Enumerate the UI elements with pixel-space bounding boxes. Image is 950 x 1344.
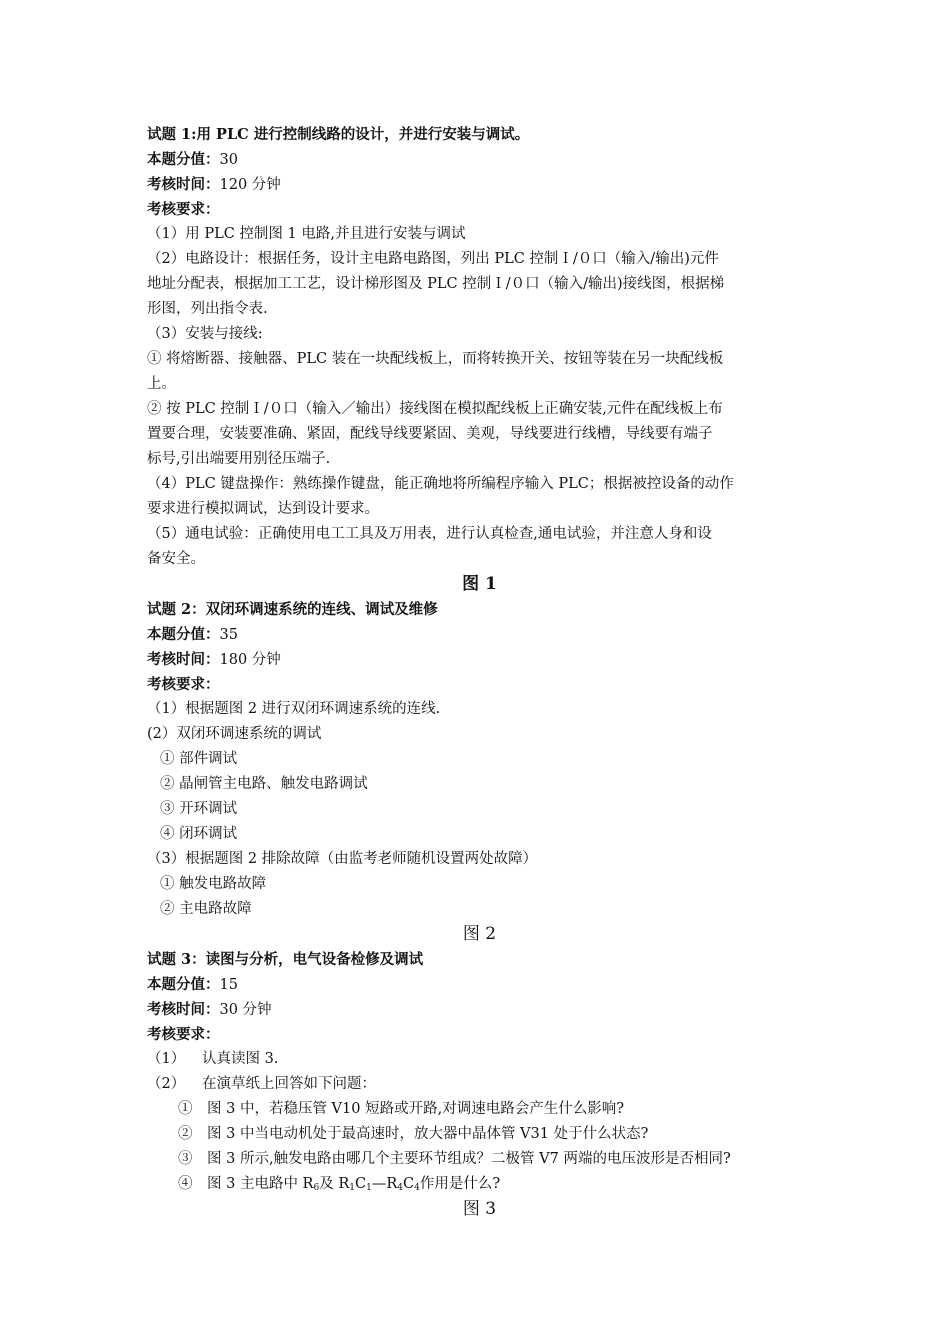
q2-subitem: ① 触发电路故障 <box>160 876 267 892</box>
q2-subitem: ④ 闭环调试 <box>160 826 238 842</box>
q1-item: （3）安装与接线: <box>147 326 263 342</box>
q1-item: ① 将熔断器、接触器、PLC 装在一块配线板上，而将转换开关、按钮等装在另一块配线板 <box>147 351 724 367</box>
q2-subitem: ① 部件调试 <box>160 751 238 767</box>
q1-item: 地址分配表，根据加工工艺，设计梯形图及 PLC 控制Ｉ/０口（输入/输出)接线图，根据梯 <box>147 276 725 292</box>
q1-item: 置要合理，安装要准确、紧固，配线导线要紧固、美观，导线要进行线槽，导线要有端子 <box>147 426 713 442</box>
q3-subitem: ② 图 3 中当电动机处于最高速时，放大器中晶体管 V31 处于什么状态? <box>178 1126 649 1142</box>
q1-item: 标号,引出端要用别径压端子. <box>147 451 331 467</box>
q1-time: 考核时间：120 分钟 <box>147 176 281 193</box>
q3-subitem: ③ 图 3 所示,触发电路由哪几个主要环节组成？二极管 V7 两端的电压波形是否相同? <box>178 1151 731 1167</box>
q2-subitem: ② 晶闸管主电路、触发电路调试 <box>160 776 368 792</box>
figure-1-caption: 图 1 <box>462 574 497 594</box>
q1-item: 形图，列出指令表. <box>147 301 268 317</box>
q2-time: 考核时间：180 分钟 <box>147 651 281 668</box>
q3-subitem: ① 图 3 中，若稳压管 V10 短路或开路,对调速电路会产生什么影响? <box>178 1101 624 1117</box>
q3-title: 试题 3：读图与分析，电气设备检修及调试 <box>147 951 424 968</box>
q3-item-1: （1） 认真读图 3. <box>147 1051 279 1067</box>
q1-title: 试题 1:用 PLC 进行控制线路的设计，并进行安装与调试。 <box>147 126 530 143</box>
q3-time: 考核时间：30 分钟 <box>147 1001 272 1018</box>
q2-req-label: 考核要求： <box>147 676 220 693</box>
q1-item: ② 按 PLC 控制Ｉ/０口（输入／输出）接线图在模拟配线板上正确安装,元件在配线板上布 <box>147 401 723 417</box>
q1-item: （1）用 PLC 控制图 1 电路,并且进行安装与调试 <box>147 226 466 242</box>
figure-2-caption: 图 2 <box>462 924 497 944</box>
q2-subitem: ② 主电路故障 <box>160 901 252 917</box>
figure-3-caption: 图 3 <box>462 1199 497 1219</box>
q3-score: 本题分值：15 <box>147 976 238 993</box>
q1-item: 要求进行模拟调试，达到设计要求。 <box>147 501 379 517</box>
q3-subitem: ④ 图 3 主电路中 $R_6$及 $R_1C_1—R_4C_4$作用是什么? <box>178 1176 501 1193</box>
q2-item-3: （3）根据题图 2 排除故障（由监考老师随机设置两处故障） <box>147 851 538 867</box>
q2-subitem: ③ 开环调试 <box>160 801 238 817</box>
q1-item: （4）PLC 键盘操作：熟练操作键盘，能正确地将所编程序输入 PLC；根据被控设备的动作 <box>147 476 734 492</box>
q3-item-2: （2） 在演草纸上回答如下问题： <box>147 1076 376 1092</box>
q1-score: 本题分值：30 <box>147 151 238 168</box>
q2-item-2: (2）双闭环调速系统的调试 <box>147 726 322 742</box>
q1-item: 上。 <box>147 376 176 392</box>
q1-item: 备安全。 <box>147 551 205 567</box>
q1-item: （2）电路设计：根据任务，设计主电路电路图，列出 PLC 控制Ｉ/０口（输入/输出)元件 <box>147 251 719 267</box>
q1-item: （5）通电试验：正确使用电工工具及万用表，进行认真检查,通电试验，并注意人身和设 <box>147 526 712 542</box>
q2-title: 试题 2：双闭环调速系统的连线、调试及维修 <box>147 601 438 618</box>
document-body <box>147 122 812 1222</box>
q2-score: 本题分值：35 <box>147 626 238 643</box>
q3-req-label: 考核要求： <box>147 1026 220 1043</box>
q2-item-1: （1）根据题图 2 进行双闭环调速系统的连线. <box>147 701 441 717</box>
q1-req-label: 考核要求： <box>147 201 220 218</box>
